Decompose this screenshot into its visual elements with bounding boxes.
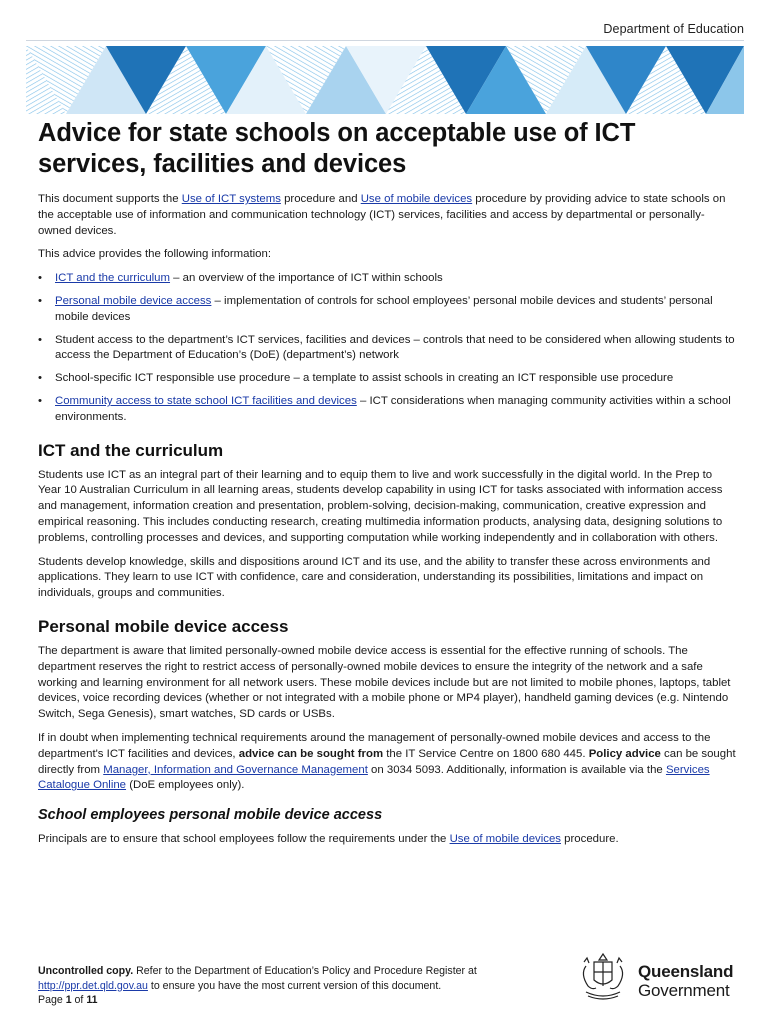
use-of-mobile-devices-link-2[interactable]: Use of mobile devices: [449, 833, 561, 846]
curriculum-paragraph-2: Students develop knowledge, skills and dispositions around ICT and its use, and the ability to transfer these across environments and applications. They learn to use ICT with confidence, care and consideration, understanding its possibilities, limitations and impact on individuals, groups and communities.: [38, 555, 711, 600]
section-heading-mobile: Personal mobile device access: [38, 616, 289, 636]
page-number: Page 1 of 11: [38, 994, 98, 1006]
coat-of-arms-icon: [574, 948, 632, 1004]
mobile-paragraph-2: If in doubt when implementing technical requirements around the management of personally-owned mobile devices and access to the department's ICT facilities and devices, advice can be sought from the IT Service Centre on 1800 680 445. Policy advice can be sought directly from Manager, Information and Governance Management on 3034 5093. Additionally, information is available via the Services Catalogue Online (DoE employees only).: [38, 731, 736, 792]
intro-lead: This advice provides the following information:: [38, 248, 271, 261]
page-title: Advice for state schools on acceptable use of ICT services, facilities and devices: [38, 119, 636, 178]
personal-mobile-device-link[interactable]: Personal mobile device access: [55, 294, 212, 307]
section-heading-curriculum: ICT and the curriculum: [38, 440, 224, 460]
header-divider: [26, 40, 744, 41]
ict-curriculum-link[interactable]: ICT and the curriculum: [55, 272, 171, 285]
community-access-link[interactable]: Community access to state school ICT facilities and devices: [55, 394, 357, 407]
bullet-icon: •: [38, 394, 42, 407]
bullet-icon: •: [38, 272, 42, 285]
list-item: • School-specific ICT responsible use procedure – a template to assist schools in creating an ICT responsible use procedure: [38, 371, 738, 387]
ppr-link[interactable]: http://ppr.det.qld.gov.au: [38, 979, 148, 992]
section-heading-employees: School employees personal mobile device access: [38, 807, 383, 824]
manager-information-governance-link[interactable]: Manager, Information and Governance Management: [103, 763, 368, 776]
list-item: • Community access to state school ICT facilities and devices – ICT considerations when managing community activities within a school environments.: [38, 394, 731, 423]
queensland-government-logo: [574, 948, 746, 1004]
department-header: Department of Education: [603, 22, 744, 36]
footer: Uncontrolled copy. Refer to the Department of Education’s Policy and Procedure Register at http://ppr.det.qld.gov.au to ensure you have the most current version of this document. Page 1 of 11: [38, 964, 558, 1008]
use-of-ict-systems-link[interactable]: Use of ICT systems: [181, 193, 281, 205]
list-item: • Personal mobile device access – implementation of controls for school employees’ personal mobile devices and students’ personal mobile devices: [38, 294, 713, 323]
curriculum-paragraph-1: Students use ICT as an integral part of their learning and to equip them to live and work successfully in the digital world. In the Prep to Year 10 Australian Curriculum in all learning areas, students develop capability in using ICT for tasks associated with information access and management, information creation and presentation, problem-solving, decision-making, communication, creative expression and empirical reasoning. This includes conducting research, creating multimedia information products, analysing data, designing solutions to problems, controlling processes and devices, and supporting computation while working independently and in collaboration with others.: [38, 468, 723, 544]
bullet-icon: •: [38, 333, 42, 346]
mobile-paragraph-1: The department is aware that limited personally-owned mobile device access is essential for the effective running of schools. The department reserves the right to restrict access of personally-owned mobile devices to ensure the integrity of the network and a safe working and learning environment for all network users. These mobile devices include but are not limited to mobile phones, laptops, tablet devices, voice recording devices (whether or not integrated with a mobile phone or MP4 player), handheld gaming devices (e.g. Nintendo Switch, Sega Genesis), smart watches, SD cards or USBs.: [38, 644, 731, 721]
logo-line-2: Government: [638, 981, 730, 1000]
bullet-icon: •: [38, 372, 42, 385]
list-item: • ICT and the curriculum – an overview of the importance of ICT within schools: [38, 271, 738, 287]
decorative-banner: [26, 46, 744, 114]
footer-notice: Uncontrolled copy. Refer to the Department of Education’s Policy and Procedure Register at: [38, 965, 477, 977]
use-of-mobile-devices-link[interactable]: Use of mobile devices: [360, 193, 473, 205]
logo-line-1: Queensland: [638, 962, 734, 981]
services-catalogue-link[interactable]: Services Catalogue Online: [38, 763, 710, 792]
bullet-icon: •: [38, 294, 42, 307]
document-body: [38, 118, 738, 856]
contents-list: [38, 271, 738, 425]
employees-paragraph: Principals are to ensure that school employees follow the requirements under the Use of mobile devices procedure.: [38, 833, 619, 846]
intro-paragraph: This document supports the Use of ICT systems procedure and Use of mobile devices procedure by providing advice to state schools on the acceptable use of information and communication technology (ICT) services, facilities and access by departmental or personally-owned devices.: [38, 193, 726, 237]
list-item: • Student access to the department’s ICT services, facilities and devices – controls that need to be considered when allowing students to access the Department of Education’s (DoE) (department’s) network: [38, 333, 735, 362]
